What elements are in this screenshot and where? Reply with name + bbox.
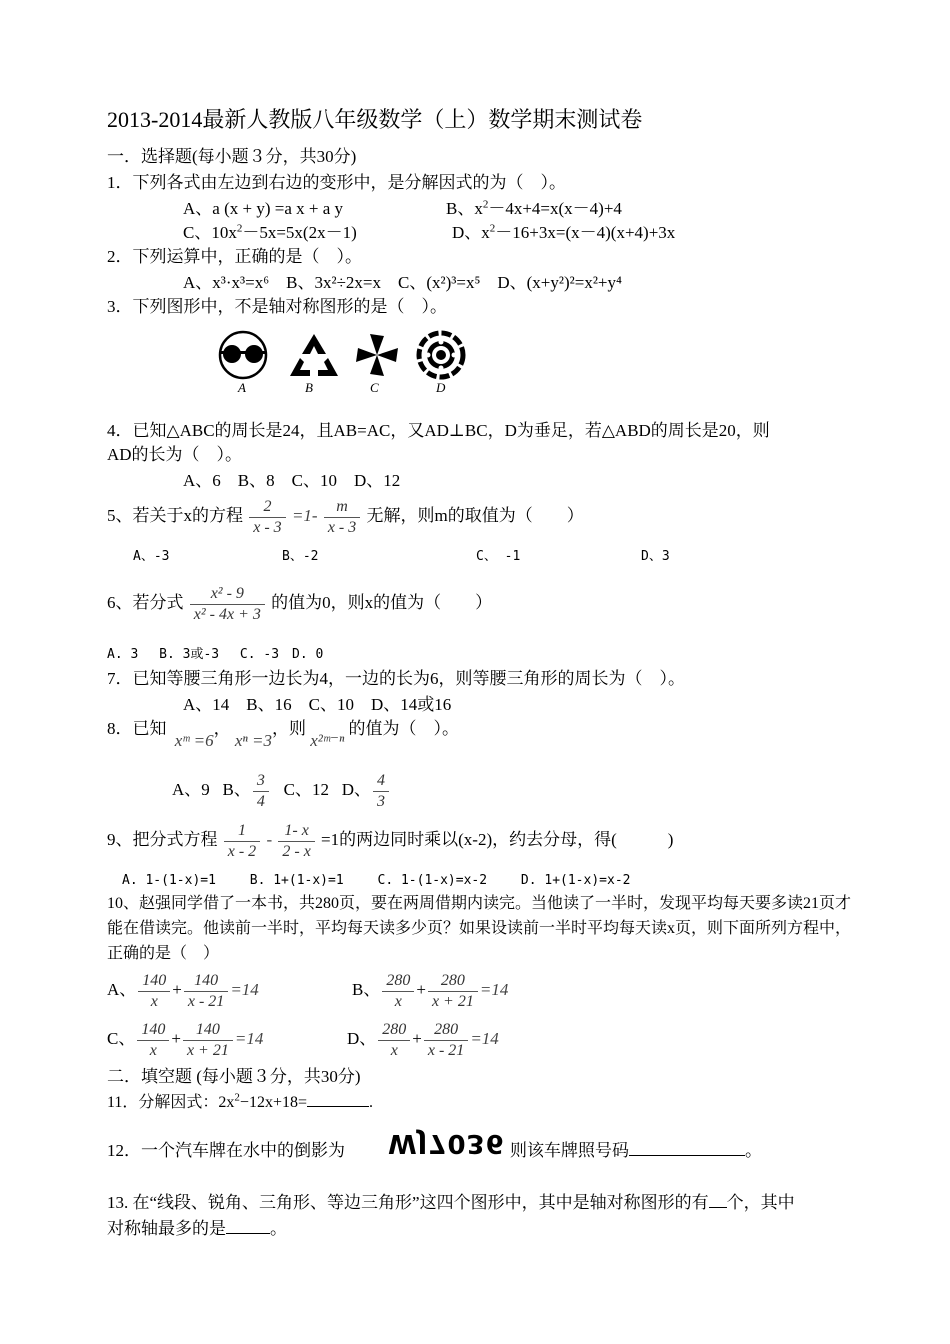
question-5-stem: 5、若关于x的方程 $\frac{2}{x - 3}$ =1- $\frac{m}{x - 3}$ 无解，则m的取值为（ ） bbox=[107, 497, 584, 536]
question-1-stem: 1．下列各式由左边到右边的变形中，是分解因式的为（ ）。 bbox=[107, 173, 566, 192]
q6-options: A. 3 B. 3或-3 C. -3 D. 0 bbox=[107, 647, 324, 662]
q2-options: A、x³·x³=x⁶ B、3x²÷2x=x C、(x²)³=x⁵ D、(x+y²)²=x²+y⁴ bbox=[183, 273, 622, 292]
q13-blank-most-axes[interactable] bbox=[226, 1219, 270, 1234]
q1-option-a: A、a (x + y) =a x + a y bbox=[183, 199, 343, 218]
q9-fraction-1: $\frac{1}{x - 2}$ bbox=[224, 821, 260, 862]
question-2-stem: 2．下列运算中，正确的是（ ）。 bbox=[107, 247, 362, 266]
q5-fraction-1: $\frac{2}{x - 3}$ bbox=[249, 497, 285, 538]
q1-option-c: C、$10x^2-5x=5x(2x-1)$ bbox=[183, 222, 357, 242]
figure-label-a: A bbox=[238, 380, 246, 395]
question-6-stem: 6、若分式 $\frac{\text{x² - 9}}{\text{x² - 4x + 3}}$ 的值为0，则x的值为（ ） bbox=[107, 584, 493, 623]
q10-option-c: C、 $\frac{140}{x}$ + $\frac{140}{x + 21}$ =14 bbox=[107, 1020, 264, 1059]
q1-option-b: B、$x^2-4x+4=x(x-4)+4$ bbox=[446, 198, 622, 218]
plate-reflection-image: WJ7036 bbox=[388, 1128, 505, 1158]
section-heading-fill: 二．填空题 (每小题３分，共30分) bbox=[107, 1067, 361, 1086]
q4-options: A、6 B、8 C、10 D、12 bbox=[183, 471, 401, 490]
pinwheel-icon bbox=[354, 332, 400, 378]
q5-option-a: A、-3 bbox=[133, 549, 170, 564]
question-10-line1: 10、赵强同学借了一本书，共280页，要在两周借期内读完。当他读了一半时，发现平均每天要多读21页才 bbox=[107, 895, 852, 912]
question-4-stem-line1: 4．已知△ABC的周长是24，且AB=AC，又AD⊥BC，D为垂足，若△ABD的周长是20，则 bbox=[107, 421, 770, 440]
figure-label-c: C bbox=[370, 380, 379, 395]
sunglasses-icon bbox=[218, 330, 268, 380]
question-10-line3: 正确的是（ ） bbox=[107, 945, 220, 962]
question-12: 12．一个汽车牌在水中的倒影为 bbox=[107, 1141, 345, 1160]
question-3-stem: 3．下列图形中，不是轴对称图形的是（ ）。 bbox=[107, 297, 447, 316]
q5-fraction-2: $\frac{m}{x - 3}$ bbox=[324, 497, 360, 538]
section-heading-choice: 一．选择题(每小题３分，共30分) bbox=[107, 147, 357, 166]
question-13-line2: 对称轴最多的是 。 bbox=[107, 1219, 287, 1238]
q9-options: A. 1-(1-x)=1 B. 1+(1-x)=1 C. 1-(1-x)=x-2 D. 1+(1-x)=x-2 bbox=[122, 873, 631, 888]
q13-blank-count[interactable] bbox=[709, 1193, 727, 1208]
question-12-tail: 则该车牌照号码 。 bbox=[510, 1141, 762, 1160]
q5-option-c: C、 -1 bbox=[476, 549, 521, 564]
q5-option-b: B、-2 bbox=[282, 549, 319, 564]
q6-fraction: $\frac{\text{x² - 9}}{\text{x² - 4x + 3}}$ bbox=[190, 584, 265, 625]
question-7-stem: 7．已知等腰三角形一边长为4，一边的长为6，则等腰三角形的周长为（ ）。 bbox=[107, 669, 685, 688]
q5-option-d: D、3 bbox=[641, 549, 670, 564]
rose-icon bbox=[416, 330, 466, 380]
question-11: 11．分解因式：$2x^2-12x+18=$ . bbox=[107, 1091, 373, 1111]
q9-fraction-2: $\frac{1- x}{2 - x}$ bbox=[278, 821, 314, 862]
page-title: 2013-2014最新人教版八年级数学（上）数学期末测试卷 bbox=[107, 107, 643, 132]
q10-option-d: D、 $\frac{280}{x}$ + $\frac{280}{x - 21}$ =14 bbox=[347, 1020, 499, 1059]
figure-label-b: B bbox=[305, 380, 313, 395]
q11-answer-blank[interactable] bbox=[307, 1092, 369, 1107]
q7-options: A、14 B、16 C、10 D、14或16 bbox=[183, 695, 452, 714]
q12-answer-blank[interactable] bbox=[629, 1141, 745, 1156]
q10-option-a: A、 $\frac{140}{x}$ + $\frac{140}{x - 21}$ =14 bbox=[107, 971, 259, 1010]
q8-options: A、9 B、 $\frac{3}{4}$ C、12 D、 $\frac{4}{3}$ bbox=[172, 768, 391, 812]
question-9-stem: 9、把分式方程 $\frac{1}{x - 2}$ - $\frac{1- x}{2 - x}$ =1的两边同时乘以(x-2)，约去分母，得( ) bbox=[107, 821, 674, 860]
question-8-stem: 8．已知 xᵐ =6， xⁿ =3，则 x²ᵐ⁻ⁿ 的值为（ ）。 bbox=[107, 719, 460, 750]
question-4-stem-line2: AD的长为（ ）。 bbox=[107, 445, 243, 464]
figure-label-d: D bbox=[436, 380, 446, 395]
question-13-line1: 13. 在“线段、锐角、三角形、等边三角形”这四个图形中，其中是轴对称图形的有 个，其中 bbox=[107, 1193, 795, 1212]
q10-option-b: B、 $\frac{280}{x}$ + $\frac{280}{x + 21}$ =14 bbox=[352, 971, 509, 1010]
recycle-icon bbox=[288, 332, 340, 378]
question-10-line2: 能在借读完。他读前一半时，平均每天读多少页？如果设读前一半时平均每天读x页，则下面所列方程中， bbox=[107, 920, 852, 937]
q1-option-d: D、$x^2-16+3x=(x-4)(x+4)+3x$ bbox=[452, 222, 676, 242]
